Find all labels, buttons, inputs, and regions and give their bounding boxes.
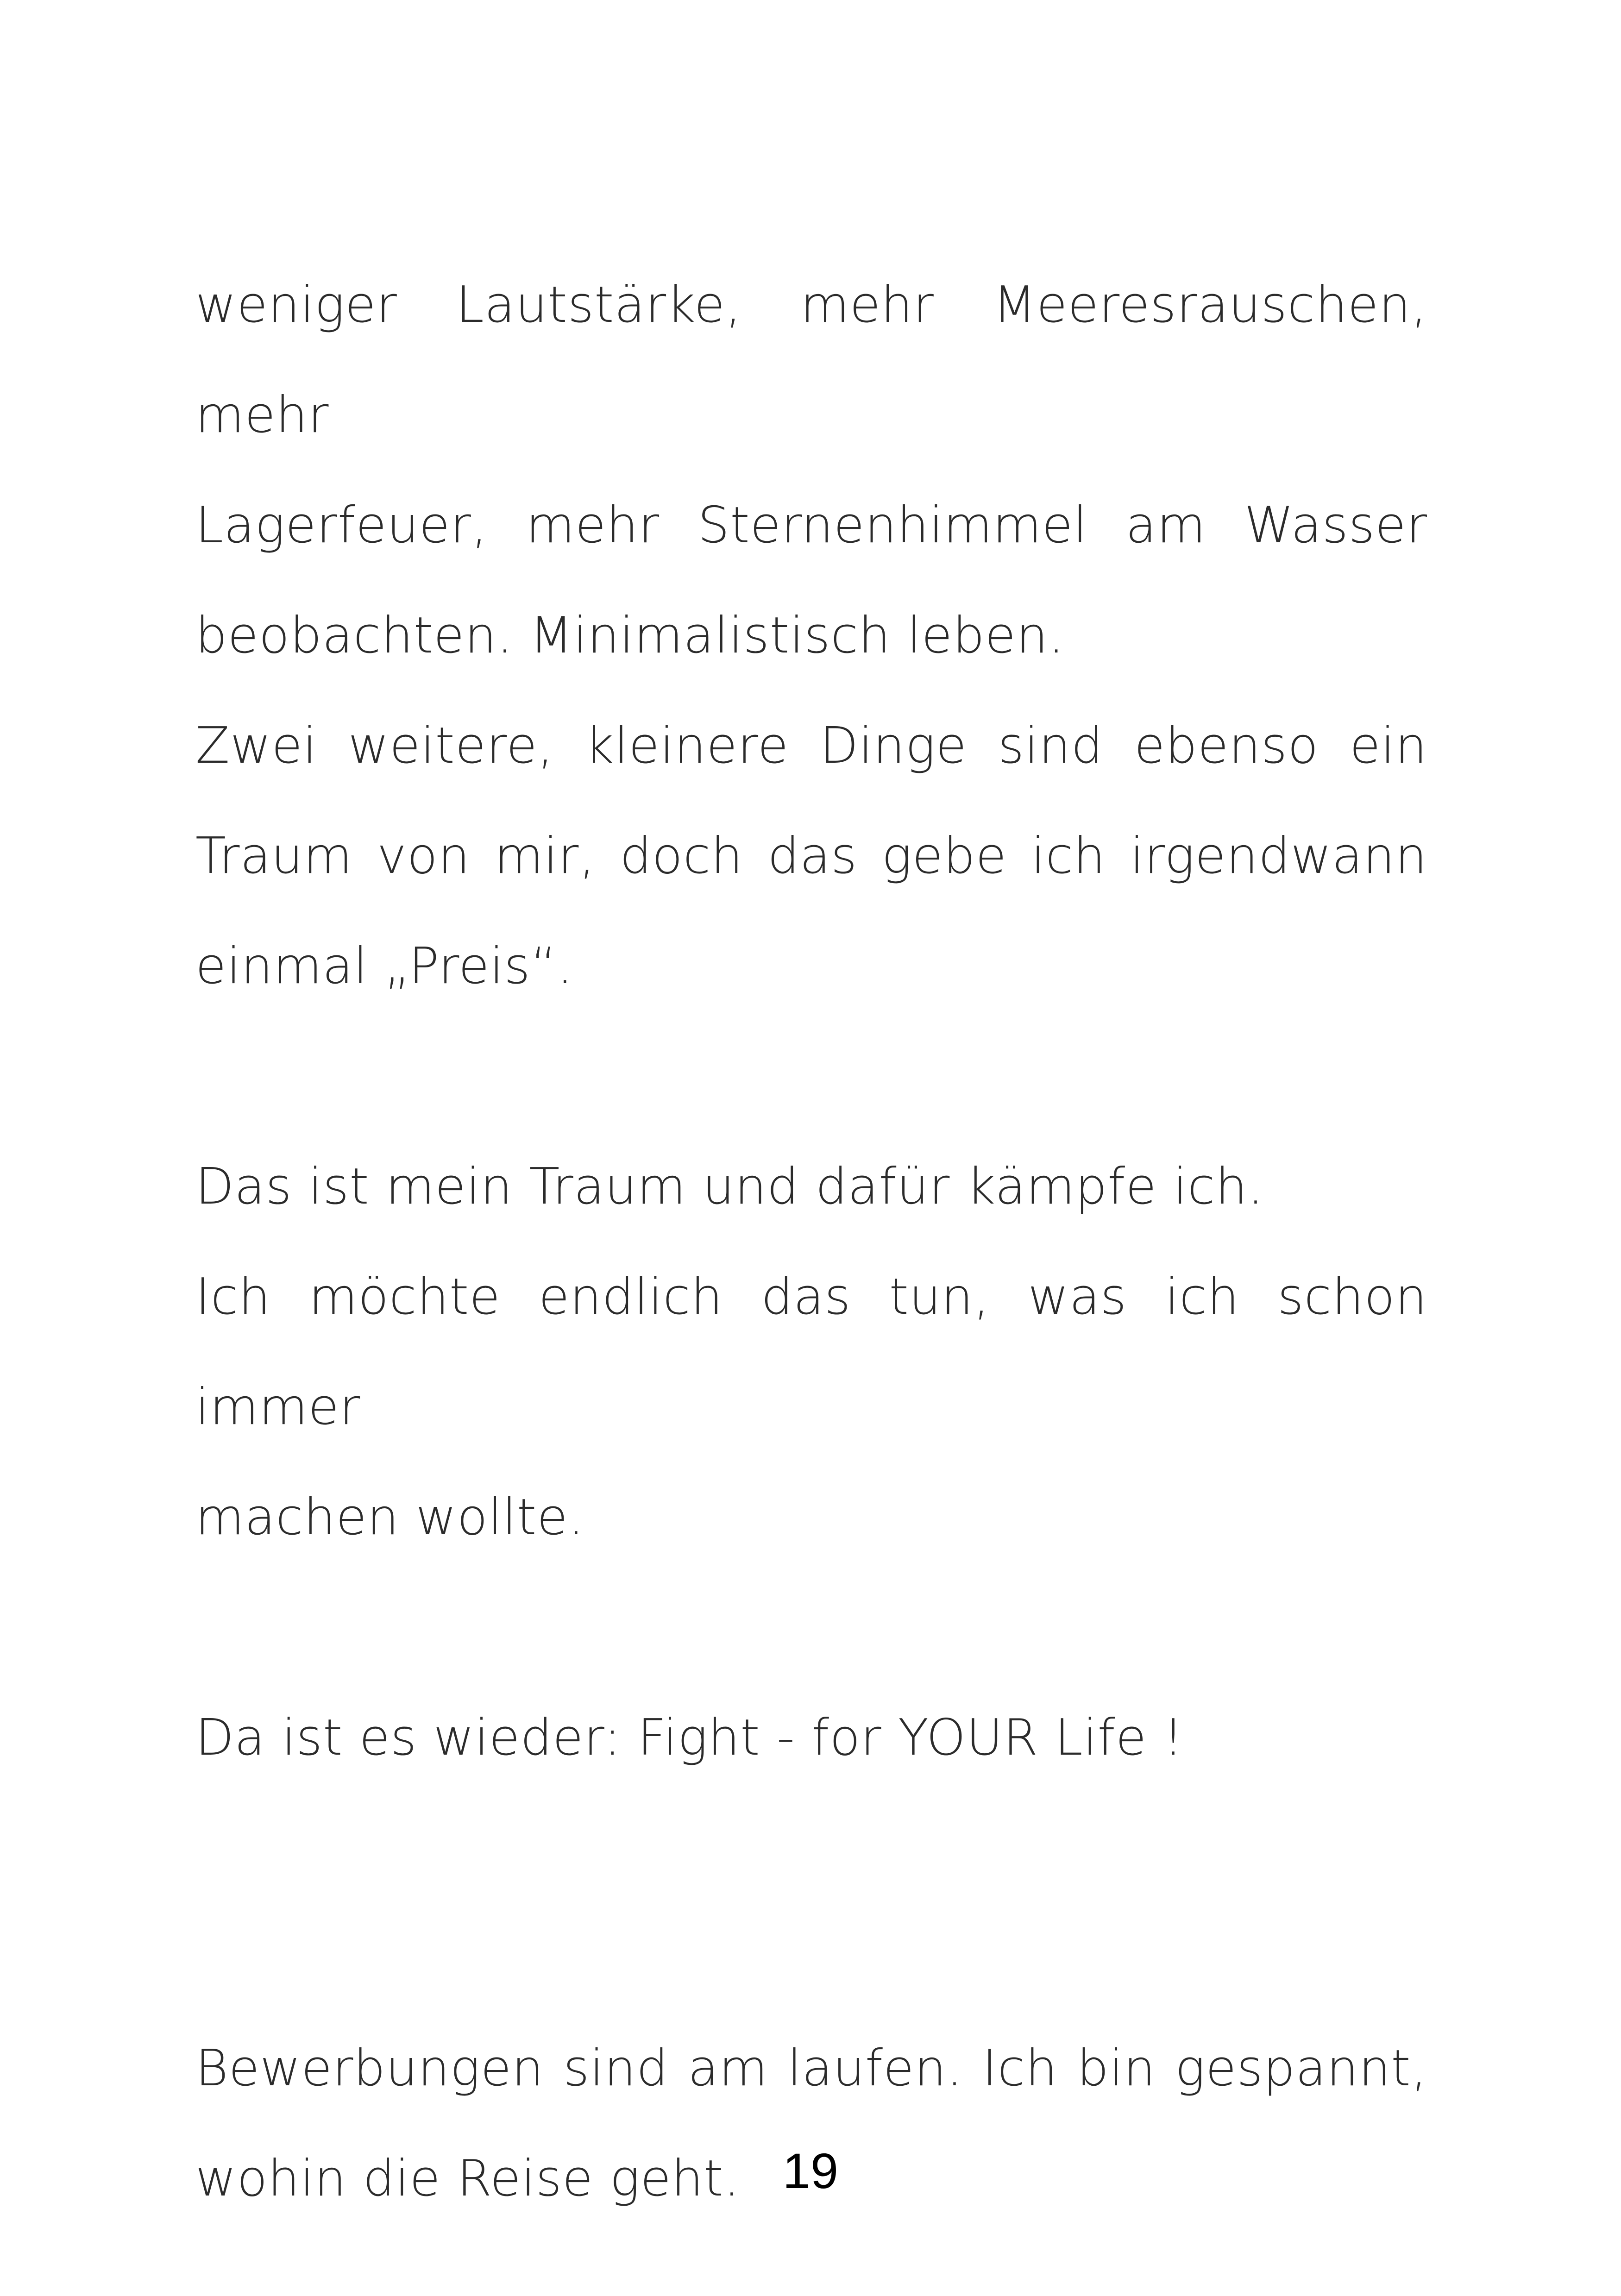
- paragraph-finally-do: [195, 1242, 1427, 1573]
- text-line: Bewerbungen sind am laufen. Ich bin gespannt,: [195, 2039, 1427, 2097]
- paragraph-two-more-things: [195, 691, 1427, 1022]
- text-line: wohin die Reise geht.: [195, 2150, 741, 2208]
- text-line: machen wollte.: [195, 1488, 584, 1546]
- paragraph-fight-for-your-life: [195, 1683, 1427, 1793]
- paragraph-spacer: [195, 1573, 1427, 1683]
- text-line: beobachten. Minimalistisch leben.: [195, 607, 1065, 665]
- page-number: 19: [782, 2143, 839, 2199]
- text-line: Da ist es wieder: Fight - for YOUR Life !: [195, 1709, 1184, 1767]
- text-line: weniger Lautstärke, mehr Meeresrauschen, mehr: [195, 276, 1427, 444]
- text-line: Traum von mir, doch das gebe ich irgendwann: [195, 827, 1427, 885]
- text-line: einmal „Preis“.: [195, 937, 573, 995]
- paragraph-applications: [195, 2014, 1427, 2234]
- body-text: [195, 250, 1427, 2234]
- text-line: Das ist mein Traum und dafür kämpfe ich.: [195, 1158, 1264, 1216]
- paragraph-my-dream: [195, 1132, 1427, 1242]
- paragraph-dreams-list: [195, 250, 1427, 691]
- paragraph-spacer: [195, 1022, 1427, 1132]
- text-line: Ich möchte endlich das tun, was ich schon immer: [195, 1268, 1427, 1436]
- text-line: Lagerfeuer, mehr Sternenhimmel am Wasser: [195, 496, 1427, 554]
- paragraph-spacer: [195, 1793, 1427, 2014]
- text-line: Zwei weitere, kleinere Dinge sind ebenso ein: [195, 717, 1427, 775]
